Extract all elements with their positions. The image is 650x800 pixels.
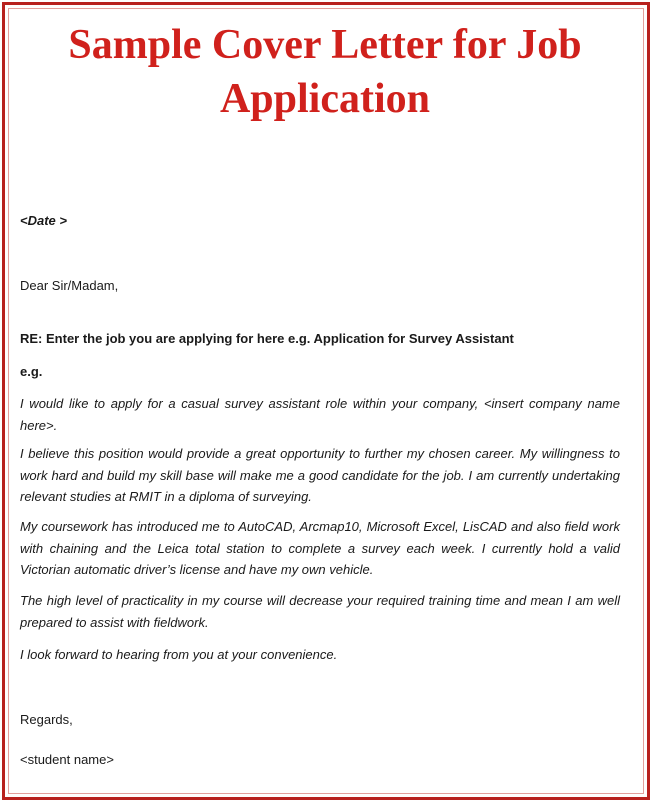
letter-re-line: RE: Enter the job you are applying for here e.g. Application for Survey Assistant [20, 331, 514, 346]
letter-paragraph-1: I would like to apply for a casual survey assistant role within your company, <insert company name here>. [20, 396, 620, 433]
letter-closing: Regards, [20, 712, 73, 727]
title-line-1: Sample Cover Letter for Job [68, 22, 582, 68]
letter-paragraph-5: I look forward to hearing from you at your convenience. [20, 647, 338, 662]
letter-eg: e.g. [20, 364, 43, 379]
document-title [0, 18, 650, 126]
letter-paragraph-4: The high level of practicality in my course will decrease your required training time and mean I am well prepared to assist with fieldwork. [20, 593, 620, 630]
letter-paragraph-2: I believe this position would provide a great opportunity to further my chosen career. My willingness to work hard and build my skill base will make me a good candidate for the job. I am currently undertaking relevant studies at RMIT in a diploma of surveying. [20, 446, 620, 504]
letter-salutation: Dear Sir/Madam, [20, 278, 119, 293]
letter-date: <Date > [20, 213, 67, 228]
title-line-2: Application [219, 76, 431, 122]
letter-signature: <student name> [20, 752, 114, 767]
letter-paragraph-3: My coursework has introduced me to AutoCAD, Arcmap10, Microsoft Excel, LisCAD and also field work with chaining and the Leica total station to complete a survey each week. I currently hold a valid Victorian automatic driver’s license and have my own vehicle. [20, 519, 620, 577]
